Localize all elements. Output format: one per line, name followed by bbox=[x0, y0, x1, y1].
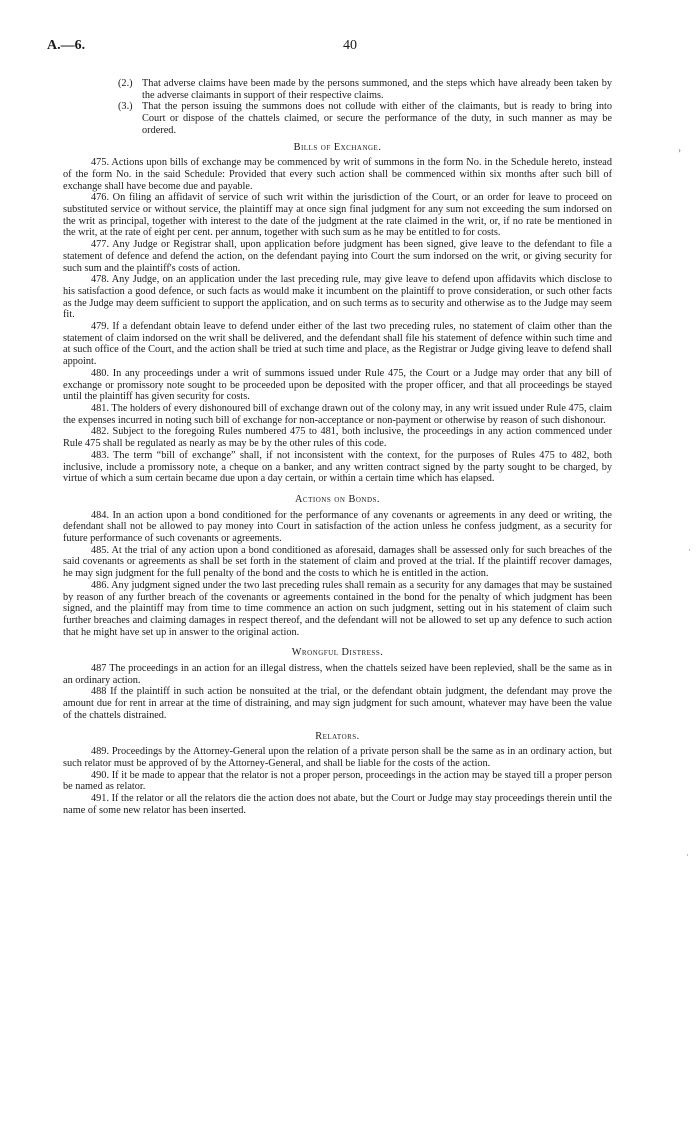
rule-477: 477. Any Judge or Registrar shall, upon application before judgment has been signed, give leave to the defendant to file a statement of defence and defend the action, on the defendant paying into Court the sum indorsed on the writ, or giving security for such sum and the plaintiff's costs of action. bbox=[63, 239, 612, 274]
rule-481: 481. The holders of every dishonoured bill of exchange drawn out of the colony may, in any writ issued under Rule 475, claim the expenses incurred in noting such bill of exchange for non-acceptance or non-payment or otherwise by reason of such dishonour. bbox=[63, 402, 613, 426]
section-heading-wrongful-distress: Wrongful Distress. bbox=[291, 647, 384, 659]
rule-478: 478. Any Judge, on an application under the last preceding rule, may give leave to defend upon affidavits which disclose to his satisfaction a good defence, or such facts as would make it incumbent on the plaintiff to prove consideration, or such other facts as the Judge may deem sufficient to support the application, and on such terms as to security and otherwise as to the Judge may seem fit. bbox=[63, 274, 612, 321]
list-item-text: That adverse claims have been made by the persons summoned, and the steps which have already been taken by the adverse claimants in support of their respective claims. bbox=[142, 78, 612, 101]
rule-488: 488 If the plaintiff in such action be nonsuited at the trial, or the defendant obtain judgment, the defendant may prove the amount due for rent in arrear at the time of distraining, and may sign judgment for such amount, whatever may have been the value of the chattels distrained. bbox=[63, 686, 612, 721]
page-number: 40 bbox=[343, 38, 357, 53]
rule-476: 476. On filing an affidavit of service of such writ within the jurisdiction of the Court, or an order for leave to proceed on substituted service or without service, the plaintiff may at once sign final judgment for any sum not exceeding the sum indorsed on the writ as principal, together with interest to the date of the judgment at the rate claimed in the writ, or, if no rate be mentioned in the writ, at the rate of eight per cent. per annum, together with such sum as he may be entitled to for costs. bbox=[63, 192, 612, 239]
rule-491: 491. If the relator or all the relators die the action does not abate, but the Court or Judge may stay proceedings therein until the name of some new relator has been inserted. bbox=[63, 793, 612, 816]
rule-489: 489. Proceedings by the Attorney-General upon the relation of a private person shall be the same as in an ordinary action, but such relator must be approved of by the Attorney-General, and shall be liable for the costs of the action. bbox=[63, 746, 612, 769]
list-item bbox=[118, 101, 612, 136]
list-item-number: (2.) bbox=[118, 78, 133, 89]
margin-mark-icon: · bbox=[688, 545, 691, 555]
margin-mark-icon: › bbox=[678, 145, 681, 155]
page-header bbox=[47, 38, 653, 58]
margin-mark-icon: · bbox=[686, 850, 689, 860]
rule-482: 482. Subject to the foregoing Rules numbered 475 to 481, both inclusive, the proceedings in any action commenced under Rule 475 shall be regulated as nearly as may be by the other rules of this code. bbox=[63, 426, 612, 450]
rule-485: 485. At the trial of any action upon a bond conditioned as aforesaid, damages shall be assessed only for such breaches of the said covenants or agreements as shall be set forth in the statement of claim and proved at the trial. If the plaintiff recover damages, he may sign judgment for the full penalty of the bond and the costs to which he is entitled in the action. bbox=[63, 544, 612, 580]
list-item-text: That the person issuing the summons does not collude with either of the claimants, but is ready to bring into Court or dispose of the chattels claimed, or secure the performance of the duty, in such manner as may be ordered. bbox=[142, 101, 612, 136]
section-heading-bills-of-exchange: Bills of Exchange. bbox=[293, 141, 382, 153]
document-reference: A.—6. bbox=[47, 38, 86, 53]
rule-484: 484. In an action upon a bond conditioned for the performance of any covenants or agreements in any deed or writing, the defendant shall not be allowed to pay money into Court in satisfaction of the action unless he confess judgment, as a security for future performance of such covenants or agreements. bbox=[63, 509, 612, 545]
rule-483: 483. The term “bill of exchange” shall, if not inconsistent with the context, for the purposes of Rules 475 to 482, both inclusive, include a promissory note, a cheque on a banker, and any written contract signed by the party sought to be charged, by virtue of which a sum certain became due upon a day certain, or within a certain time which has elapsed. bbox=[63, 449, 612, 485]
rule-486: 486. Any judgment signed under the two last preceding rules shall remain as a security for any damages that may be sustained by reason of any further breach of the covenants or agreements contained in the bond for the penalty of which judgment has been signed, and the plaintiff may from time to time commence an action on such judgment, setting out in his statement of claim such further breaches and claiming damages in respect thereof, and the defendant will not be allowed to set up any defence to such action that he might have set up in answer to the original action. bbox=[63, 579, 612, 638]
rule-480: 480. In any proceedings under a writ of summons issued under Rule 475, the Court or a Judge may order that any bill of exchange or promissory note sought to be proceeded upon be deposited with the proper officer, and that all proceedings be stayed until the plaintiff has given security for costs. bbox=[63, 367, 612, 403]
page-body bbox=[63, 78, 612, 816]
rule-475: 475. Actions upon bills of exchange may be commenced by writ of summons in the form No. in the Schedule hereto, instead of the form No. in the said Schedule: Provided that every such action shall be commenced within six months after such bill of exchange shall have become due and payable. bbox=[63, 157, 612, 192]
rule-479: 479. If a defendant obtain leave to defend under either of the last two preceding rules, no statement of claim other than the statement of claim indorsed on the writ shall be delivered, and the defendant shall file his statement of defence within such time and at such office of the Court, and the action shall be tried at such time and place, as the Registrar or Judge giving leave to defend shall appoint. bbox=[63, 321, 612, 368]
list-item bbox=[118, 78, 612, 101]
rule-490: 490. If it be made to appear that the relator is not a proper person, proceedings in the action may be stayed till a proper person be named as relator. bbox=[63, 769, 612, 793]
rule-487: 487 The proceedings in an action for an illegal distress, when the chattels seized have been replevied, shall be the same as in an ordinary action. bbox=[63, 663, 612, 686]
section-heading-actions-on-bonds: Actions on Bonds. bbox=[295, 493, 380, 505]
section-heading-relators: Relators. bbox=[315, 730, 360, 742]
list-item-number: (3.) bbox=[118, 101, 133, 113]
